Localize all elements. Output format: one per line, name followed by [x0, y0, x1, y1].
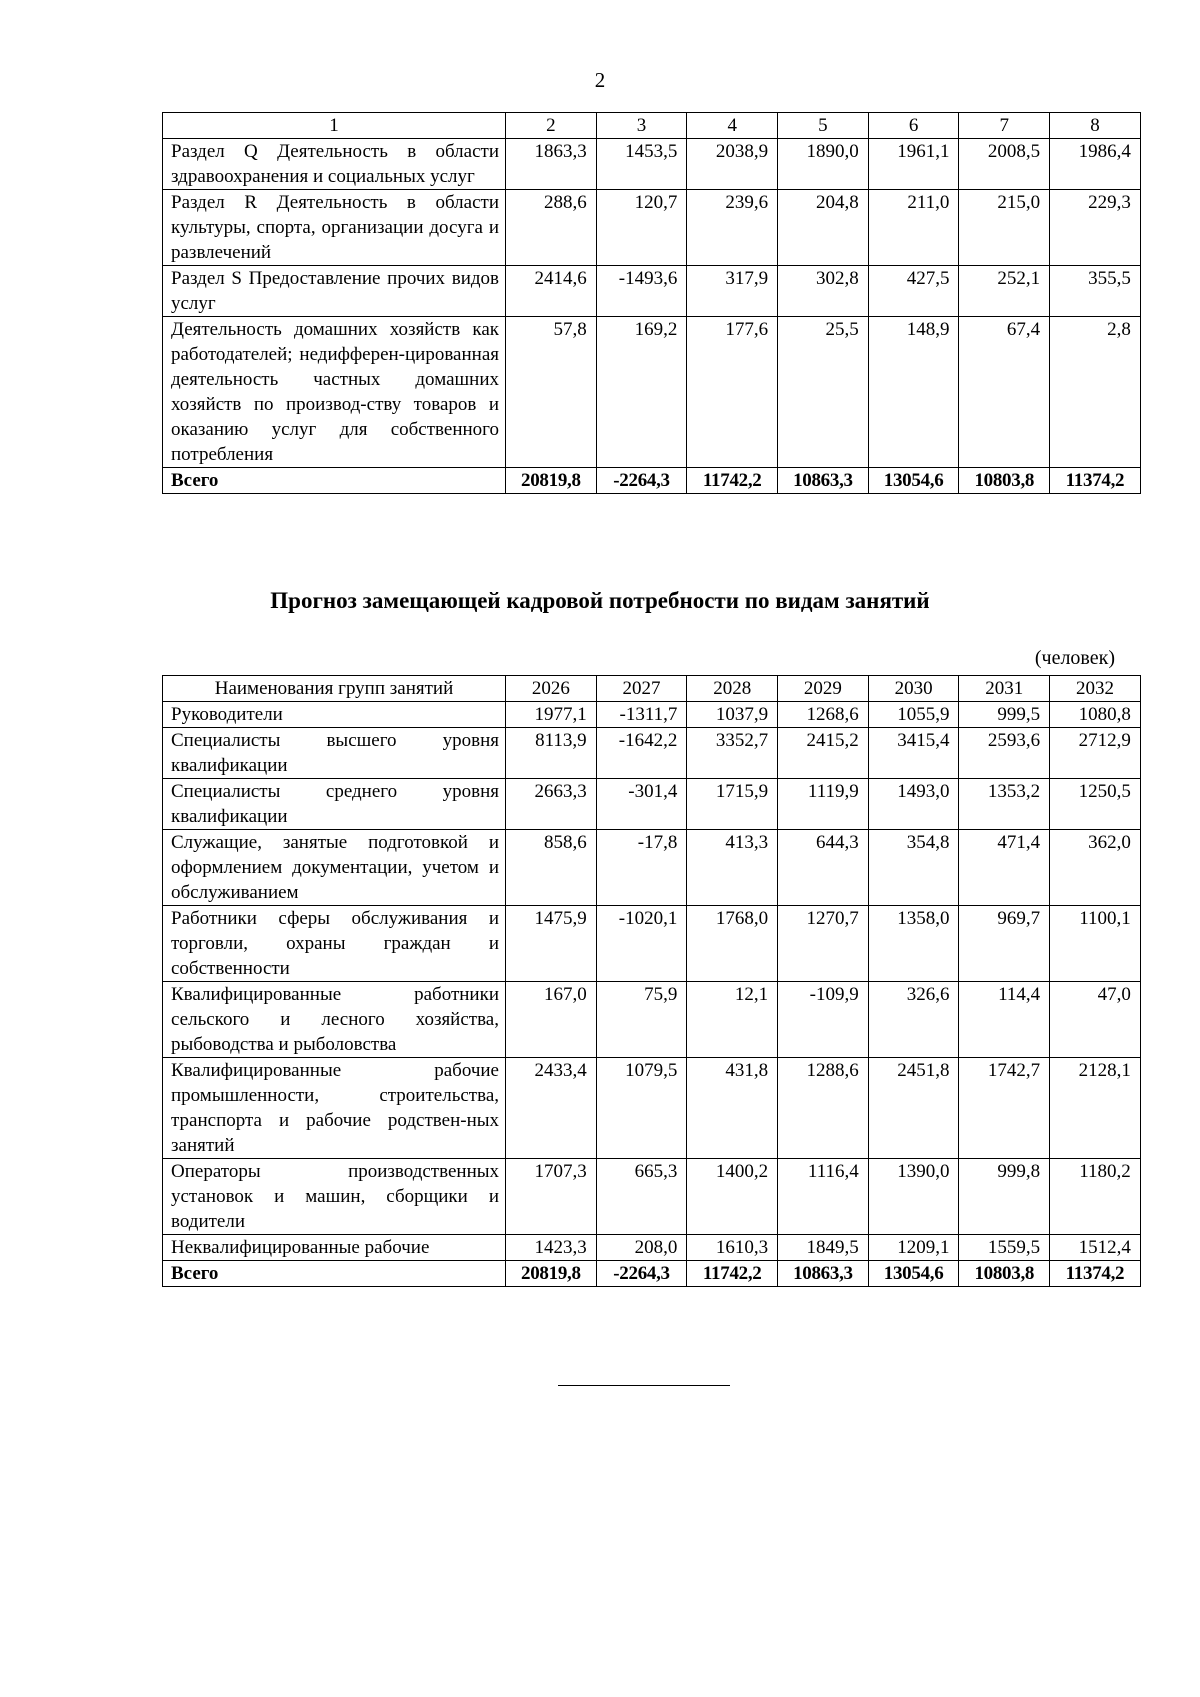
value-cell: 354,8	[868, 830, 959, 906]
column-number-cell: 4	[687, 113, 778, 139]
value-cell: 2038,9	[687, 139, 778, 190]
table-row	[163, 1159, 1141, 1235]
table-row	[163, 906, 1141, 982]
value-cell: 1116,4	[778, 1159, 869, 1235]
row-name-cell: Неквалифицированные рабочие	[163, 1235, 506, 1261]
value-cell: 1977,1	[506, 702, 597, 728]
table-row	[163, 982, 1141, 1058]
total-label-cell: Всего	[163, 468, 506, 494]
table-row	[163, 830, 1141, 906]
column-number-cell: 1	[163, 113, 506, 139]
value-cell: 3415,4	[868, 728, 959, 779]
row-name-cell: Специалисты высшего уровня квалификации	[163, 728, 506, 779]
value-cell: 1358,0	[868, 906, 959, 982]
value-cell: 3352,7	[687, 728, 778, 779]
row-name-cell: Работники сферы обслуживания и торговли, охраны граждан и собственности	[163, 906, 506, 982]
value-cell: 215,0	[959, 190, 1050, 266]
section-title: Прогноз замещающей кадровой потребности по видам занятий	[270, 588, 930, 613]
header-year-cell: 2029	[778, 676, 869, 702]
value-cell: 1715,9	[687, 779, 778, 830]
value-cell: 177,6	[687, 317, 778, 468]
value-cell: 114,4	[959, 982, 1050, 1058]
value-cell: -1642,2	[596, 728, 687, 779]
value-cell: 57,8	[506, 317, 597, 468]
value-cell: 2415,2	[778, 728, 869, 779]
value-cell: 1037,9	[687, 702, 778, 728]
value-cell: 239,6	[687, 190, 778, 266]
value-cell: 355,5	[1050, 266, 1141, 317]
value-cell: 317,9	[687, 266, 778, 317]
value-cell: 858,6	[506, 830, 597, 906]
value-cell: 999,8	[959, 1159, 1050, 1235]
end-rule	[558, 1385, 730, 1386]
row-name-cell: Квалифицированные рабочие промышленности, строительства, транспорта и рабочие родствен-ных занятий	[163, 1058, 506, 1159]
row-name-cell: Раздел Q Деятельность в области здравоохранения и социальных услуг	[163, 139, 506, 190]
total-value-cell: 20819,8	[506, 468, 597, 494]
value-cell: 999,5	[959, 702, 1050, 728]
value-cell: 969,7	[959, 906, 1050, 982]
value-cell: 1250,5	[1050, 779, 1141, 830]
value-cell: 2663,3	[506, 779, 597, 830]
table-row	[163, 317, 1141, 468]
column-number-cell: 7	[959, 113, 1050, 139]
value-cell: -1493,6	[596, 266, 687, 317]
value-cell: 2414,6	[506, 266, 597, 317]
value-cell: 1080,8	[1050, 702, 1141, 728]
value-cell: 302,8	[778, 266, 869, 317]
table-row	[163, 779, 1141, 830]
value-cell: 2128,1	[1050, 1058, 1141, 1159]
value-cell: -109,9	[778, 982, 869, 1058]
value-cell: 1400,2	[687, 1159, 778, 1235]
table-row	[163, 1235, 1141, 1261]
value-cell: 1768,0	[687, 906, 778, 982]
value-cell: 12,1	[687, 982, 778, 1058]
total-value-cell: 11742,2	[687, 1261, 778, 1287]
header-row	[163, 676, 1141, 702]
value-cell: 1493,0	[868, 779, 959, 830]
header-year-cell: 2030	[868, 676, 959, 702]
value-cell: 2593,6	[959, 728, 1050, 779]
value-cell: 75,9	[596, 982, 687, 1058]
total-value-cell: 10803,8	[959, 1261, 1050, 1287]
value-cell: 167,0	[506, 982, 597, 1058]
units-label: (человек)	[1034, 647, 1115, 669]
page-number: 2	[594, 68, 606, 92]
value-cell: 229,3	[1050, 190, 1141, 266]
total-value-cell: 11374,2	[1050, 468, 1141, 494]
table-row	[163, 139, 1141, 190]
table-row	[163, 702, 1141, 728]
value-cell: 148,9	[868, 317, 959, 468]
header-year-cell: 2026	[506, 676, 597, 702]
value-cell: 1209,1	[868, 1235, 959, 1261]
header-name-cell: Наименования групп занятий	[163, 676, 506, 702]
total-value-cell: 11374,2	[1050, 1261, 1141, 1287]
value-cell: 1390,0	[868, 1159, 959, 1235]
table-row	[163, 266, 1141, 317]
total-value-cell: 13054,6	[868, 1261, 959, 1287]
value-cell: 413,3	[687, 830, 778, 906]
industry-table	[162, 112, 1141, 494]
header-year-cell: 2027	[596, 676, 687, 702]
value-cell: 1079,5	[596, 1058, 687, 1159]
value-cell: 1180,2	[1050, 1159, 1141, 1235]
value-cell: 1610,3	[687, 1235, 778, 1261]
value-cell: 1512,4	[1050, 1235, 1141, 1261]
total-value-cell: 10863,3	[778, 1261, 869, 1287]
row-name-cell: Специалисты среднего уровня квалификации	[163, 779, 506, 830]
value-cell: 1559,5	[959, 1235, 1050, 1261]
value-cell: 1707,3	[506, 1159, 597, 1235]
row-name-cell: Руководители	[163, 702, 506, 728]
value-cell: 1849,5	[778, 1235, 869, 1261]
value-cell: -301,4	[596, 779, 687, 830]
total-value-cell: 11742,2	[687, 468, 778, 494]
value-cell: 120,7	[596, 190, 687, 266]
value-cell: 25,5	[778, 317, 869, 468]
value-cell: 47,0	[1050, 982, 1141, 1058]
table-row	[163, 728, 1141, 779]
value-cell: 1288,6	[778, 1058, 869, 1159]
table-row	[163, 1058, 1141, 1159]
value-cell: 2008,5	[959, 139, 1050, 190]
total-value-cell: -2264,3	[596, 1261, 687, 1287]
value-cell: 2451,8	[868, 1058, 959, 1159]
value-cell: -1020,1	[596, 906, 687, 982]
total-label-cell: Всего	[163, 1261, 506, 1287]
total-value-cell: 20819,8	[506, 1261, 597, 1287]
value-cell: -17,8	[596, 830, 687, 906]
value-cell: 8113,9	[506, 728, 597, 779]
column-number-cell: 2	[506, 113, 597, 139]
total-value-cell: -2264,3	[596, 468, 687, 494]
row-name-cell: Операторы производственных установок и машин, сборщики и водители	[163, 1159, 506, 1235]
total-value-cell: 13054,6	[868, 468, 959, 494]
value-cell: 1986,4	[1050, 139, 1141, 190]
total-row	[163, 1261, 1141, 1287]
value-cell: 2712,9	[1050, 728, 1141, 779]
total-value-cell: 10863,3	[778, 468, 869, 494]
column-number-cell: 6	[868, 113, 959, 139]
header-year-cell: 2028	[687, 676, 778, 702]
value-cell: 1890,0	[778, 139, 869, 190]
total-row	[163, 468, 1141, 494]
value-cell: 1055,9	[868, 702, 959, 728]
value-cell: 362,0	[1050, 830, 1141, 906]
value-cell: 644,3	[778, 830, 869, 906]
value-cell: 252,1	[959, 266, 1050, 317]
value-cell: 665,3	[596, 1159, 687, 1235]
value-cell: -1311,7	[596, 702, 687, 728]
value-cell: 288,6	[506, 190, 597, 266]
value-cell: 1961,1	[868, 139, 959, 190]
value-cell: 2,8	[1050, 317, 1141, 468]
value-cell: 1863,3	[506, 139, 597, 190]
value-cell: 211,0	[868, 190, 959, 266]
value-cell: 2433,4	[506, 1058, 597, 1159]
value-cell: 1353,2	[959, 779, 1050, 830]
value-cell: 204,8	[778, 190, 869, 266]
header-year-cell: 2031	[959, 676, 1050, 702]
value-cell: 169,2	[596, 317, 687, 468]
value-cell: 1742,7	[959, 1058, 1050, 1159]
value-cell: 1119,9	[778, 779, 869, 830]
value-cell: 1268,6	[778, 702, 869, 728]
header-row	[163, 113, 1141, 139]
table-row	[163, 190, 1141, 266]
value-cell: 208,0	[596, 1235, 687, 1261]
row-name-cell: Деятельность домашних хозяйств как работодателей; недифферен-цированная деятельность частных домашних хозяйств по производ-ству товаров и оказанию услуг для собственного потребления	[163, 317, 506, 468]
header-year-cell: 2032	[1050, 676, 1141, 702]
column-number-cell: 3	[596, 113, 687, 139]
value-cell: 431,8	[687, 1058, 778, 1159]
value-cell: 1453,5	[596, 139, 687, 190]
value-cell: 326,6	[868, 982, 959, 1058]
value-cell: 1423,3	[506, 1235, 597, 1261]
value-cell: 471,4	[959, 830, 1050, 906]
row-name-cell: Служащие, занятые подготовкой и оформлением документации, учетом и обслуживанием	[163, 830, 506, 906]
column-number-cell: 8	[1050, 113, 1141, 139]
value-cell: 67,4	[959, 317, 1050, 468]
column-number-cell: 5	[778, 113, 869, 139]
total-value-cell: 10803,8	[959, 468, 1050, 494]
value-cell: 1475,9	[506, 906, 597, 982]
row-name-cell: Квалифицированные работники сельского и лесного хозяйства, рыбоводства и рыболовства	[163, 982, 506, 1058]
row-name-cell: Раздел R Деятельность в области культуры, спорта, организации досуга и развлечений	[163, 190, 506, 266]
occupation-table	[162, 675, 1141, 1287]
value-cell: 1100,1	[1050, 906, 1141, 982]
value-cell: 427,5	[868, 266, 959, 317]
value-cell: 1270,7	[778, 906, 869, 982]
row-name-cell: Раздел S Предоставление прочих видов услуг	[163, 266, 506, 317]
